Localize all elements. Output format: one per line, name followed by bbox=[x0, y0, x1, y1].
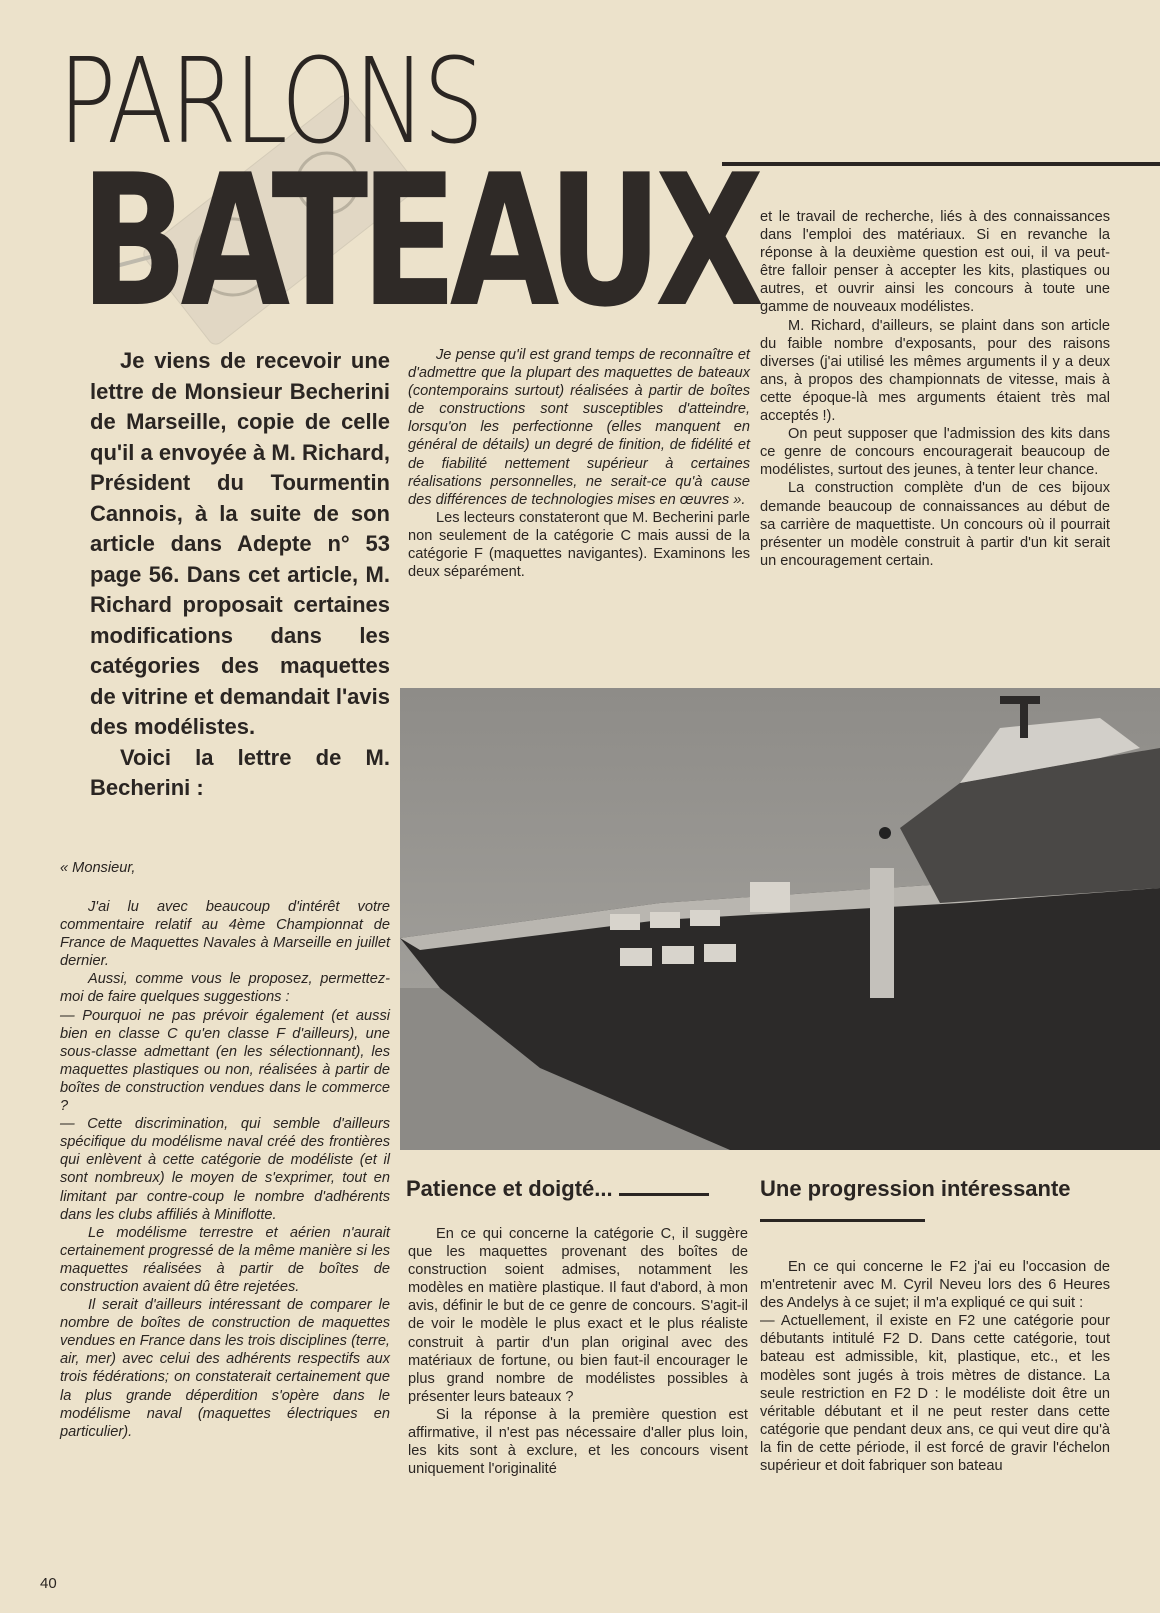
page-title: BATEAUX bbox=[80, 135, 757, 347]
letter-paragraph: — Pourquoi ne pas prévoir également (et aussi bien en classe C qu'en classe F d'ailleurs), une sous-classe admettant (en les sélectionnant), les maquettes plastiques ou non, réalisées à partir de boîtes de construction vendues dans le commerce ? bbox=[60, 1007, 390, 1115]
section-heading-patience bbox=[406, 1176, 746, 1202]
body-paragraph: et le travail de recherche, liés à des connaissances dans l'emploi des matériaux. Si en revanche la réponse à la deuxième question est oui, il va peut-être falloir penser à accepter les kits, plastiques ou autres, et ouvrir ainsi les concours à toute une gamme de nouveaux modélistes. bbox=[760, 209, 1110, 316]
intro-paragraph: Voici la lettre de M. Becherini : bbox=[90, 744, 390, 800]
body-paragraph: En ce qui concerne la catégorie C, il suggère que les maquettes provenant des boîtes de construction soient admises, notamment les modèles en matière plastique. Il faut d'abord, à mon avis, définir le but de ce genre de concours. S'agit-il de voir le modèle le plus exact et le plus réaliste construit à partir d'un plan original avec des matériaux de fortune, ou bien faut-il encourager le plus grand nombre de modélistes possibles à présenter leurs bateaux ? bbox=[408, 1226, 748, 1405]
intro-paragraph: Je viens de recevoir une lettre de Monsieur Becherini de Marseille, copie de celle qu'il a envoyée à M. Richard, Président du Tourmentin Cannois, à la suite de son article dans Adepte n° 53 page 56. Dans cet article, M. Richard proposait certaines modifications dans les catégories des maquettes de vitrine et demandait l'avis des modélistes. bbox=[90, 348, 390, 739]
intro-text bbox=[90, 346, 390, 804]
body-paragraph: Les lecteurs constateront que M. Becherini parle non seulement de la catégorie C mais aussi de la catégorie F (maquettes navigantes). Examinons les deux séparément. bbox=[408, 509, 750, 581]
body-paragraph: En ce qui concerne le F2 j'ai eu l'occasion de m'entretenir avec M. Cyril Neveu lors des 6 Heures des Andelys à ce sujet; il m'a expliqué ce qui suit : bbox=[760, 1259, 1110, 1312]
heading-text: Une progression intéressante bbox=[760, 1176, 1071, 1201]
boat-photo bbox=[400, 688, 1160, 1150]
heading-text: Patience et doigté... bbox=[406, 1176, 613, 1201]
letter-paragraph: Je pense qu'il est grand temps de reconnaître et d'admettre que la plupart des maquettes de bateaux (contemporains surtout) réalisées à partir de boîtes de constructions sont susceptibles d'atteindre, lorsqu'on les perfectionne (elles manquent en général de détails) un degré de finition, de fidélité et de fiabilité nettement supérieur à certaines réalisations personnelles, ne serait-ce qu'à cause des différences de technologies mises en œuvres ». bbox=[408, 347, 750, 508]
letter-paragraph: Aussi, comme vous le proposez, permettez-moi de faire quelques suggestions : bbox=[60, 971, 390, 1006]
letter-paragraph: Le modélisme terrestre et aérien n'aurait certainement progressé de la même manière si les maquettes réalisées à partir de boîtes de construction avaient dû être rejetées. bbox=[60, 1224, 390, 1295]
page-number: 40 bbox=[40, 1575, 57, 1592]
section-progression bbox=[760, 1258, 1110, 1475]
kicker-title: PARLONS bbox=[58, 32, 482, 170]
middle-column bbox=[408, 346, 750, 581]
body-paragraph: M. Richard, d'ailleurs, se plaint dans son article du faible nombre d'exposants, pour des raisons diverses (j'ai utilisé les mêmes arguments il y a deux ans, à propos des championnats de vitesse, mais à cette époque-là mes arguments étaient très mal acceptés !). bbox=[760, 317, 1110, 425]
body-paragraph: On peut supposer que l'admission des kits dans ce genre de concours encouragerait beaucoup de modélistes, surtout des jeunes, à tenter leur chance. bbox=[760, 426, 1110, 479]
letter-paragraph: Il serait d'ailleurs intéressant de comparer le nombre de boîtes de construction de maquettes vendues en France dans les trois disciplines (terre, air, mer) avec celui des adhérents respectifs aux trois fédérations; on constaterait certainement que la plus grande déperdition s'opère dans le modélisme naval (maquettes électriques en particulier). bbox=[60, 1297, 390, 1440]
letter-paragraph: — Cette discrimination, qui semble d'ailleurs spécifique du modélisme naval créé des frontières qui enlèvent à cette catégorie de modéliste (et il sont nombreux) le moyen de s'exprimer, tout en limitant par contre-coup le nombre d'adhérents dans les clubs affiliés à Miniflotte. bbox=[60, 1116, 390, 1223]
letter-paragraph: J'ai lu avec beaucoup d'intérêt votre commentaire relatif au 4ème Championnat de France de Maquettes Navales à Marseille en juillet dernier. bbox=[60, 899, 390, 970]
right-column bbox=[760, 208, 1110, 570]
heading-rule bbox=[760, 1219, 925, 1222]
body-paragraph: — Actuellement, il existe en F2 une catégorie pour débutants intitulé F2 D. Dans cette catégorie, tout bateau est admissible, kit, plastique, etc., et les modèles sont jugés à trois mètres de distance. La seule restriction en F2 D : le modéliste doit être un véritable débutant et il ne peut rester dans cette catégorie que pendant deux ans, ce qui veut dire qu'à la fin de cette période, il est forcé de gravir l'échelon supérieur et doit fabriquer son bateau bbox=[760, 1313, 1110, 1475]
letter-column bbox=[60, 898, 390, 1441]
body-paragraph: Si la réponse à la première question est affirmative, il n'est pas nécessaire d'aller plus loin, les kits sont à exclure, et les concours visent uniquement l'originalité bbox=[408, 1406, 748, 1478]
section-heading-progression bbox=[760, 1176, 1110, 1228]
title-rule bbox=[722, 162, 1160, 166]
letter-salutation: « Monsieur, bbox=[60, 860, 136, 876]
section-patience bbox=[408, 1225, 748, 1478]
body-paragraph: La construction complète d'un de ces bijoux demande beaucoup de connaissances au début de sa carrière de maquettiste. Un concours où il pourrait présenter un modèle construit à partir d'un kit serait un encouragement certain. bbox=[760, 480, 1110, 569]
heading-rule bbox=[619, 1193, 709, 1196]
